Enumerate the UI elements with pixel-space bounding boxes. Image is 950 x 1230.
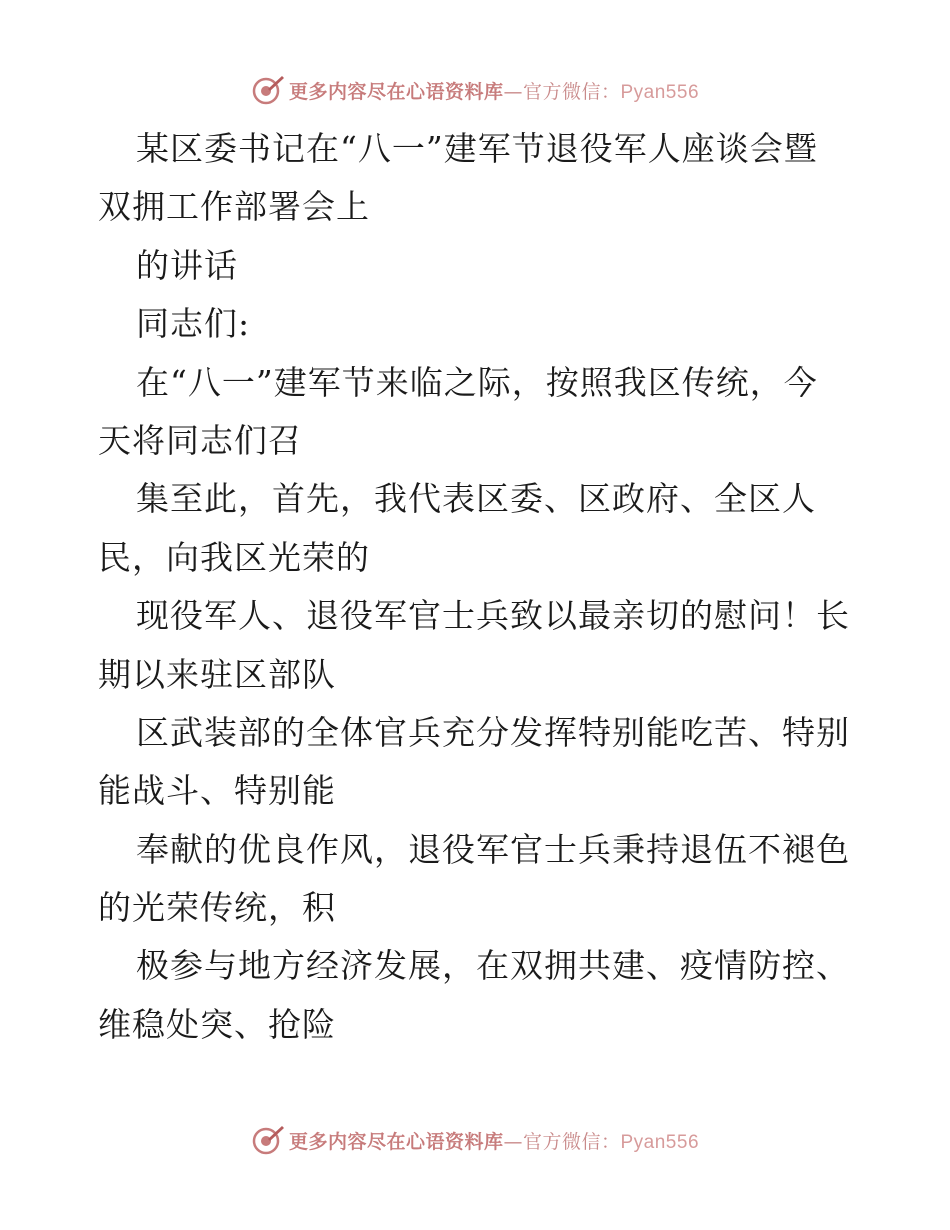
text-line: 期以来驻区部队	[98, 654, 336, 694]
text-line: 民，向我区光荣的	[98, 537, 370, 577]
pen-seal-icon	[251, 73, 285, 107]
text-line: 在“八一”建军节来临之际，按照我区传统，今	[136, 362, 818, 402]
text-line: 集至此，首先，我代表区委、区政府、全区人	[136, 479, 816, 519]
text-line: 奉献的优良作风，退役军官士兵秉持退伍不褪色	[136, 829, 850, 869]
watermark-text	[289, 1127, 699, 1154]
footer-watermark	[0, 1120, 950, 1160]
watermark-dash: —	[503, 80, 523, 103]
text-line: 天将同志们召	[98, 420, 302, 460]
watermark-sub: 官方微信：	[522, 80, 621, 103]
watermark-id: Pyan556	[620, 81, 700, 103]
text-line: 现役军人、退役军官士兵致以最亲切的慰问！长	[136, 596, 850, 636]
text-line: 极参与地方经济发展，在双拥共建、疫情防控、	[136, 946, 850, 986]
text-line: 某区委书记在“八一”建军节退役军人座谈会暨	[136, 129, 818, 168]
watermark-id: Pyan556	[620, 1131, 700, 1153]
text-line: 的光荣传统，积	[98, 888, 336, 928]
header-watermark	[0, 70, 950, 110]
text-line: 区武装部的全体官兵充分发挥特别能吃苦、特别	[136, 712, 850, 752]
text-line: 同志们:	[136, 304, 251, 344]
text-line: 双拥工作部署会上	[98, 187, 370, 227]
watermark-sub: 官方微信：	[522, 1130, 621, 1153]
text-line: 能战斗、特别能	[98, 771, 336, 811]
text-line: 的讲话	[136, 245, 238, 285]
document-body	[98, 120, 858, 1054]
pen-seal-icon	[251, 1123, 285, 1157]
watermark-main: 更多内容尽在心语资料库	[288, 80, 504, 103]
watermark-text	[289, 77, 699, 104]
watermark-main: 更多内容尽在心语资料库	[288, 1130, 504, 1153]
watermark-dash: —	[503, 1130, 523, 1153]
text-line: 维稳处突、抢险	[98, 1004, 336, 1044]
